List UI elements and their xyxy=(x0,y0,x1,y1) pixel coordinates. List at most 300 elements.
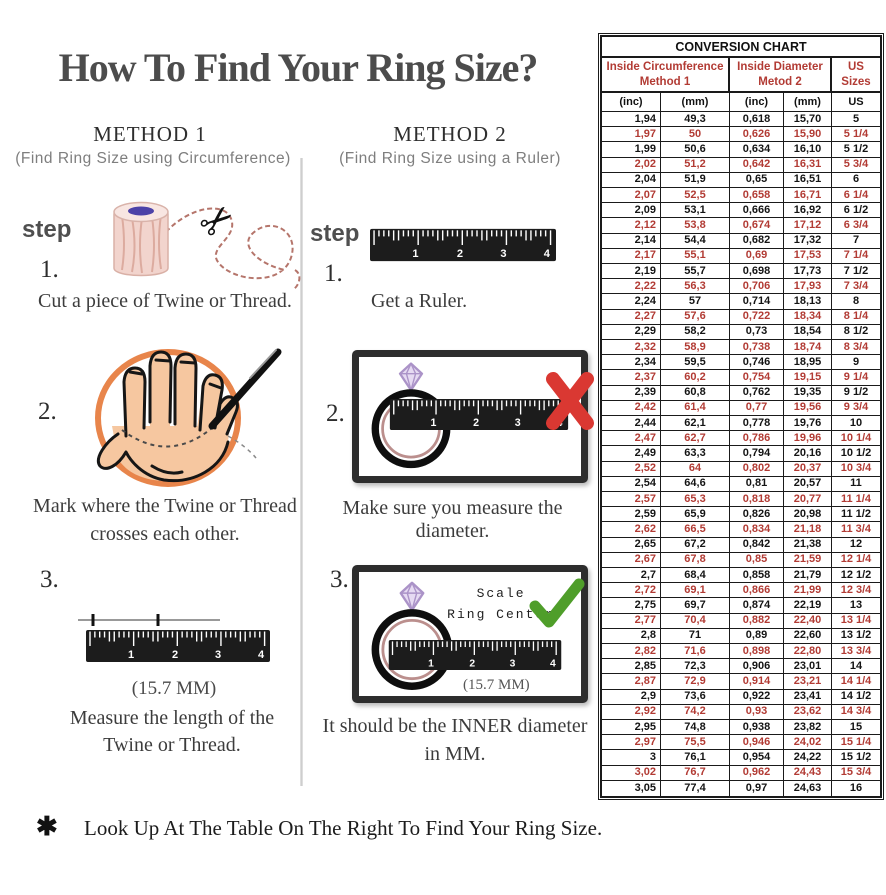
table-cell: 6 3/4 xyxy=(843,218,869,231)
method1-heading: METHOD 1 xyxy=(93,122,207,146)
table-row xyxy=(602,203,880,218)
table-cell: 14 3/4 xyxy=(840,705,872,718)
table-row xyxy=(602,568,880,583)
table-cell: 65,3 xyxy=(661,492,730,506)
method2-step2-caption: Make sure you measure the diameter. xyxy=(342,497,563,542)
table-cell: 16,92 xyxy=(784,203,832,217)
footer-note: Look Up At The Table On The Right To Find Your Ring Size. xyxy=(84,816,603,840)
table-cell: 0,898 xyxy=(730,644,784,658)
ruler-image xyxy=(383,640,567,670)
table-cell: 2,85 xyxy=(602,659,661,673)
wrong-measure-frame xyxy=(352,350,588,483)
table-cell: 7 1/2 xyxy=(843,264,869,277)
table-row xyxy=(602,173,880,188)
table-row xyxy=(602,766,880,781)
table-row xyxy=(602,674,880,689)
table-cell: 59,5 xyxy=(661,355,730,369)
table-cell: 0,634 xyxy=(730,142,784,156)
table-cell: 11 3/4 xyxy=(841,522,871,535)
table-cell: 66,5 xyxy=(661,522,730,536)
table-cell: 2,8 xyxy=(602,629,661,643)
table-cell: 52,5 xyxy=(661,188,730,202)
table-cell: 63,3 xyxy=(661,446,730,460)
table-cell: 12 1/4 xyxy=(840,553,872,566)
table-cell: 2,52 xyxy=(602,462,661,476)
table-cell: 0,882 xyxy=(730,614,784,628)
table-cell: 2,49 xyxy=(602,446,661,460)
table-cell: 2,72 xyxy=(602,583,661,597)
table-row xyxy=(602,690,880,705)
table-row xyxy=(602,492,880,507)
table-cell: 64,6 xyxy=(661,477,730,491)
table-row xyxy=(602,112,880,127)
table-row xyxy=(602,750,880,765)
table-cell: 0,818 xyxy=(730,492,784,506)
table-cell: 10 1/2 xyxy=(840,446,872,459)
table-cell: 51,9 xyxy=(661,173,730,187)
method2-step2-number: 2. xyxy=(326,400,345,427)
table-cell: 23,41 xyxy=(784,690,832,704)
table-cell: 2,57 xyxy=(602,492,661,506)
table-row xyxy=(602,310,880,325)
table-row xyxy=(602,294,880,309)
table-cell: 18,34 xyxy=(784,310,832,324)
table-cell: 24,63 xyxy=(784,781,832,796)
table-cell: 50,6 xyxy=(661,142,730,156)
group-header-line: Method 1 xyxy=(639,75,691,88)
table-cell: 2,17 xyxy=(602,249,661,263)
table-cell: 15 xyxy=(849,720,863,733)
table-cell: 5 1/4 xyxy=(843,127,869,140)
table-cell: 2,32 xyxy=(602,340,661,354)
table-cell: 23,62 xyxy=(784,705,832,719)
table-row xyxy=(602,401,880,416)
table-cell: 0,93 xyxy=(730,705,784,719)
method2-subheading: (Find Ring Size using a Ruler) xyxy=(339,150,561,167)
table-cell: 62,1 xyxy=(661,416,730,430)
table-cell: 77,4 xyxy=(661,781,730,796)
method1-step3-caption-line2: Twine or Thread. xyxy=(103,734,241,756)
table-cell: 2,67 xyxy=(602,553,661,567)
table-cell: 0,698 xyxy=(730,264,784,278)
table-cell: 9 1/2 xyxy=(843,386,869,399)
table-row xyxy=(602,279,880,294)
table-cell: 58,2 xyxy=(661,325,730,339)
table-cell: 73,6 xyxy=(661,690,730,704)
method1-step2-number: 2. xyxy=(38,398,57,425)
table-cell: 57,6 xyxy=(661,310,730,324)
table-cell: 76,7 xyxy=(661,766,730,780)
table-row xyxy=(602,583,880,598)
table-cell: 62,7 xyxy=(661,431,730,445)
table-cell: 0,874 xyxy=(730,598,784,612)
table-cell: 21,79 xyxy=(784,568,832,582)
table-cell: 6 1/2 xyxy=(843,203,869,216)
table-cell: 8 xyxy=(852,294,860,307)
table-cell: 11 1/4 xyxy=(841,492,871,505)
table-cell: 14 xyxy=(849,659,863,672)
table-row xyxy=(602,386,880,401)
table-cell: 0,89 xyxy=(730,629,784,643)
table-row xyxy=(602,188,880,203)
scale-label-line1: Scale xyxy=(476,586,526,601)
table-row xyxy=(602,142,880,157)
method2-step1-number: 1. xyxy=(324,260,343,287)
table-cell: 2,07 xyxy=(602,188,661,202)
table-cell: 67,2 xyxy=(661,538,730,552)
table-cell: 0,954 xyxy=(730,750,784,764)
table-cell: 0,714 xyxy=(730,294,784,308)
table-cell: 8 1/4 xyxy=(843,310,869,323)
table-cell: 2,54 xyxy=(602,477,661,491)
table-cell: 2,19 xyxy=(602,264,661,278)
table-cell: 2,12 xyxy=(602,218,661,232)
group-header-us-sizes xyxy=(832,58,880,91)
diamond-ring-image xyxy=(365,578,459,691)
subheader-cell: (mm) xyxy=(784,93,832,111)
scale-label-line2: Ring Center xyxy=(447,606,555,622)
conversion-chart-inner xyxy=(600,35,882,798)
table-cell: 53,8 xyxy=(661,218,730,232)
table-row xyxy=(602,340,880,355)
table-cell: 7 3/4 xyxy=(843,279,869,292)
table-cell: 16,51 xyxy=(784,173,832,187)
table-cell: 19,96 xyxy=(784,431,832,445)
method2-step-label: step xyxy=(310,220,360,247)
table-cell: 50 xyxy=(661,127,730,141)
table-cell: 0,97 xyxy=(730,781,784,796)
table-cell: 8 3/4 xyxy=(843,340,869,353)
table-cell: 10 1/4 xyxy=(840,431,872,444)
table-cell: 0,778 xyxy=(730,416,784,430)
table-cell: 74,8 xyxy=(661,720,730,734)
asterisk-icon: ✱ xyxy=(36,812,58,841)
table-cell: 17,73 xyxy=(784,264,832,278)
green-check-icon xyxy=(529,578,585,630)
table-cell: 53,1 xyxy=(661,203,730,217)
table-cell: 21,59 xyxy=(784,553,832,567)
table-cell: 15 1/2 xyxy=(840,750,872,763)
table-row xyxy=(602,598,880,613)
table-cell: 2,75 xyxy=(602,598,661,612)
table-cell: 0,85 xyxy=(730,553,784,567)
table-cell: 0,786 xyxy=(730,431,784,445)
method1-step1-caption: Cut a piece of Twine or Thread. xyxy=(38,290,292,312)
table-cell: 9 1/4 xyxy=(843,370,869,383)
table-cell: 15,70 xyxy=(784,112,832,126)
table-cell: 2,7 xyxy=(602,568,661,582)
group-header-circumference xyxy=(602,58,730,91)
table-cell: 13 1/2 xyxy=(840,629,872,642)
table-cell: 0,65 xyxy=(730,173,784,187)
table-cell: 19,35 xyxy=(784,386,832,400)
table-cell: 21,38 xyxy=(784,538,832,552)
table-cell: 5 xyxy=(852,112,860,125)
table-cell: 15 3/4 xyxy=(840,766,872,779)
table-cell: 75,5 xyxy=(661,735,730,749)
table-row xyxy=(602,477,880,492)
correct-measure-frame xyxy=(352,565,588,703)
table-cell: 17,93 xyxy=(784,279,832,293)
table-cell: 71,6 xyxy=(661,644,730,658)
table-cell: 70,4 xyxy=(661,614,730,628)
table-cell: 2,95 xyxy=(602,720,661,734)
table-cell: 20,37 xyxy=(784,462,832,476)
table-cell: 0,674 xyxy=(730,218,784,232)
table-cell: 0,858 xyxy=(730,568,784,582)
table-cell: 14 1/2 xyxy=(840,690,872,703)
table-row xyxy=(602,644,880,659)
table-cell: 69,1 xyxy=(661,583,730,597)
table-cell: 69,7 xyxy=(661,598,730,612)
method1-step3-caption-line1: Measure the length of the xyxy=(69,707,275,729)
table-cell: 56,3 xyxy=(661,279,730,293)
table-cell: 24,43 xyxy=(784,766,832,780)
table-cell: 0,962 xyxy=(730,766,784,780)
group-header-diameter xyxy=(730,58,832,91)
table-cell: 0,938 xyxy=(730,720,784,734)
table-cell: 2,34 xyxy=(602,355,661,369)
table-cell: 58,9 xyxy=(661,340,730,354)
table-cell: 3,05 xyxy=(602,781,661,796)
table-cell: 68,4 xyxy=(661,568,730,582)
table-cell: 13 3/4 xyxy=(840,644,872,657)
table-cell: 20,57 xyxy=(784,477,832,491)
table-cell: 2,04 xyxy=(602,173,661,187)
twine-spool-illustration xyxy=(80,192,305,297)
table-cell: 0,73 xyxy=(730,325,784,339)
table-cell: 20,77 xyxy=(784,492,832,506)
table-cell: 2,44 xyxy=(602,416,661,430)
table-row xyxy=(602,325,880,340)
table-cell: 1,97 xyxy=(602,127,661,141)
table-cell: 17,32 xyxy=(784,234,832,248)
table-row xyxy=(602,659,880,674)
conversion-chart xyxy=(598,33,884,800)
table-cell: 11 1/2 xyxy=(841,507,871,520)
table-cell: 23,21 xyxy=(784,674,832,688)
table-cell: 23,82 xyxy=(784,720,832,734)
table-cell: 1,99 xyxy=(602,142,661,156)
method1-step-label: step xyxy=(22,216,72,243)
table-cell: 8 1/2 xyxy=(843,325,869,338)
subheader-cell: (mm) xyxy=(661,93,730,111)
group-header-line: Inside Circumference xyxy=(606,60,724,73)
table-cell: 20,16 xyxy=(784,446,832,460)
table-cell: 21,99 xyxy=(784,583,832,597)
method2-step3-caption-line1: It should be the INNER diameter xyxy=(322,715,588,737)
table-row xyxy=(602,234,880,249)
red-cross-icon xyxy=(545,371,595,431)
table-cell: 9 xyxy=(852,355,860,368)
table-cell: 5 3/4 xyxy=(843,158,869,171)
table-cell: 67,8 xyxy=(661,553,730,567)
conversion-chart-subheaders xyxy=(602,93,880,112)
table-cell: 16 xyxy=(849,781,863,794)
table-cell: 0,842 xyxy=(730,538,784,552)
table-cell: 13 xyxy=(849,598,863,611)
table-cell: 21,18 xyxy=(784,522,832,536)
table-cell: 2,09 xyxy=(602,203,661,217)
table-cell: 16,10 xyxy=(784,142,832,156)
table-cell: 0,746 xyxy=(730,355,784,369)
conversion-chart-title: CONVERSION CHART xyxy=(602,37,880,58)
table-row xyxy=(602,614,880,629)
subheader-cell: (inc) xyxy=(730,93,784,111)
table-cell: 0,706 xyxy=(730,279,784,293)
table-row xyxy=(602,264,880,279)
table-row xyxy=(602,507,880,522)
table-cell: 2,82 xyxy=(602,644,661,658)
table-cell: 0,794 xyxy=(730,446,784,460)
table-cell: 11 xyxy=(850,477,862,490)
table-cell: 0,69 xyxy=(730,249,784,263)
table-cell: 14 1/4 xyxy=(840,674,872,687)
table-cell: 0,658 xyxy=(730,188,784,202)
table-cell: 54,4 xyxy=(661,234,730,248)
table-cell: 0,77 xyxy=(730,401,784,415)
table-cell: 74,2 xyxy=(661,705,730,719)
table-row xyxy=(602,446,880,461)
table-cell: 2,47 xyxy=(602,431,661,445)
method2-step1-caption: Get a Ruler. xyxy=(371,290,468,312)
table-cell: 72,3 xyxy=(661,659,730,673)
table-cell: 0,642 xyxy=(730,158,784,172)
method1-step1-number: 1. xyxy=(40,256,59,283)
table-cell: 18,54 xyxy=(784,325,832,339)
table-cell: 6 xyxy=(852,173,860,186)
table-cell: 2,27 xyxy=(602,310,661,324)
table-row xyxy=(602,781,880,796)
table-cell: 5 1/2 xyxy=(843,142,869,155)
ruler-image xyxy=(370,228,556,262)
table-cell: 0,946 xyxy=(730,735,784,749)
table-cell: 72,9 xyxy=(661,674,730,688)
table-cell: 15,90 xyxy=(784,127,832,141)
subheader-cell: (inc) xyxy=(602,93,661,111)
table-cell: 7 xyxy=(852,234,860,247)
table-cell: 0,866 xyxy=(730,583,784,597)
table-row xyxy=(602,705,880,720)
table-cell: 2,22 xyxy=(602,279,661,293)
method2-step3-number: 3. xyxy=(330,566,349,593)
table-row xyxy=(602,720,880,735)
table-cell: 55,7 xyxy=(661,264,730,278)
table-cell: 2,37 xyxy=(602,370,661,384)
table-cell: 2,02 xyxy=(602,158,661,172)
table-cell: 51,2 xyxy=(661,158,730,172)
table-cell: 2,87 xyxy=(602,674,661,688)
table-cell: 0,682 xyxy=(730,234,784,248)
table-cell: 12 xyxy=(849,538,863,551)
table-cell: 0,914 xyxy=(730,674,784,688)
table-row xyxy=(602,158,880,173)
table-cell: 76,1 xyxy=(661,750,730,764)
method2-step3-measurement: (15.7 MM) xyxy=(463,677,530,693)
table-cell: 55,1 xyxy=(661,249,730,263)
table-cell: 0,922 xyxy=(730,690,784,704)
table-cell: 18,95 xyxy=(784,355,832,369)
table-cell: 60,2 xyxy=(661,370,730,384)
table-cell: 2,97 xyxy=(602,735,661,749)
table-row xyxy=(602,522,880,537)
table-cell: 60,8 xyxy=(661,386,730,400)
table-cell: 65,9 xyxy=(661,507,730,521)
table-cell: 0,826 xyxy=(730,507,784,521)
table-cell: 0,618 xyxy=(730,112,784,126)
table-cell: 12 3/4 xyxy=(840,583,872,596)
scissors-icon: ✂ xyxy=(190,193,245,250)
table-cell: 22,80 xyxy=(784,644,832,658)
table-cell: 0,666 xyxy=(730,203,784,217)
table-cell: 0,802 xyxy=(730,462,784,476)
subheader-cell: US xyxy=(848,96,864,108)
table-cell: 0,834 xyxy=(730,522,784,536)
table-cell: 2,24 xyxy=(602,294,661,308)
table-cell: 19,15 xyxy=(784,370,832,384)
table-cell: 10 xyxy=(849,416,863,429)
table-row xyxy=(602,218,880,233)
table-cell: 2,39 xyxy=(602,386,661,400)
table-cell: 17,12 xyxy=(784,218,832,232)
table-row xyxy=(602,431,880,446)
table-cell: 22,19 xyxy=(784,598,832,612)
table-row xyxy=(602,735,880,750)
ruler-image xyxy=(387,399,571,430)
hand-measure-illustration xyxy=(60,338,290,490)
table-cell: 19,56 xyxy=(784,401,832,415)
table-cell: 9 3/4 xyxy=(843,401,869,414)
table-cell: 57 xyxy=(661,294,730,308)
table-row xyxy=(602,127,880,142)
method1-step3-measurement: (15.7 MM) xyxy=(131,678,217,699)
table-cell: 0,626 xyxy=(730,127,784,141)
table-cell: 61,4 xyxy=(661,401,730,415)
table-cell: 13 1/4 xyxy=(840,614,872,627)
table-cell: 23,01 xyxy=(784,659,832,673)
table-row xyxy=(602,629,880,644)
table-cell: 18,74 xyxy=(784,340,832,354)
table-cell: 49,3 xyxy=(661,112,730,126)
table-cell: 0,762 xyxy=(730,386,784,400)
table-cell: 0,754 xyxy=(730,370,784,384)
table-cell: 0,906 xyxy=(730,659,784,673)
table-cell: 16,31 xyxy=(784,158,832,172)
table-cell: 18,13 xyxy=(784,294,832,308)
method1-step2-caption-line2: crosses each other. xyxy=(90,523,240,545)
table-cell: 2,92 xyxy=(602,705,661,719)
table-cell: 0,81 xyxy=(730,477,784,491)
table-row xyxy=(602,538,880,553)
table-cell: 22,60 xyxy=(784,629,832,643)
table-row xyxy=(602,370,880,385)
group-header-line: Inside Diameter xyxy=(737,60,823,73)
page-title: How To Find Your Ring Size? xyxy=(58,45,538,90)
table-cell: 22,40 xyxy=(784,614,832,628)
method1-step2-caption-line1: Mark where the Twine or Thread xyxy=(33,495,297,517)
table-row xyxy=(602,462,880,477)
group-header-line: US Sizes xyxy=(841,60,871,88)
table-cell: 2,14 xyxy=(602,234,661,248)
table-cell: 24,22 xyxy=(784,750,832,764)
method1-step3-number: 3. xyxy=(40,566,59,593)
method1-subheading: (Find Ring Size using Circumference) xyxy=(15,150,291,167)
conversion-table-body xyxy=(602,112,880,796)
conversion-chart-group-headers xyxy=(602,58,880,93)
table-cell: 3 xyxy=(602,750,661,764)
table-cell: 2,59 xyxy=(602,507,661,521)
table-row xyxy=(602,416,880,431)
